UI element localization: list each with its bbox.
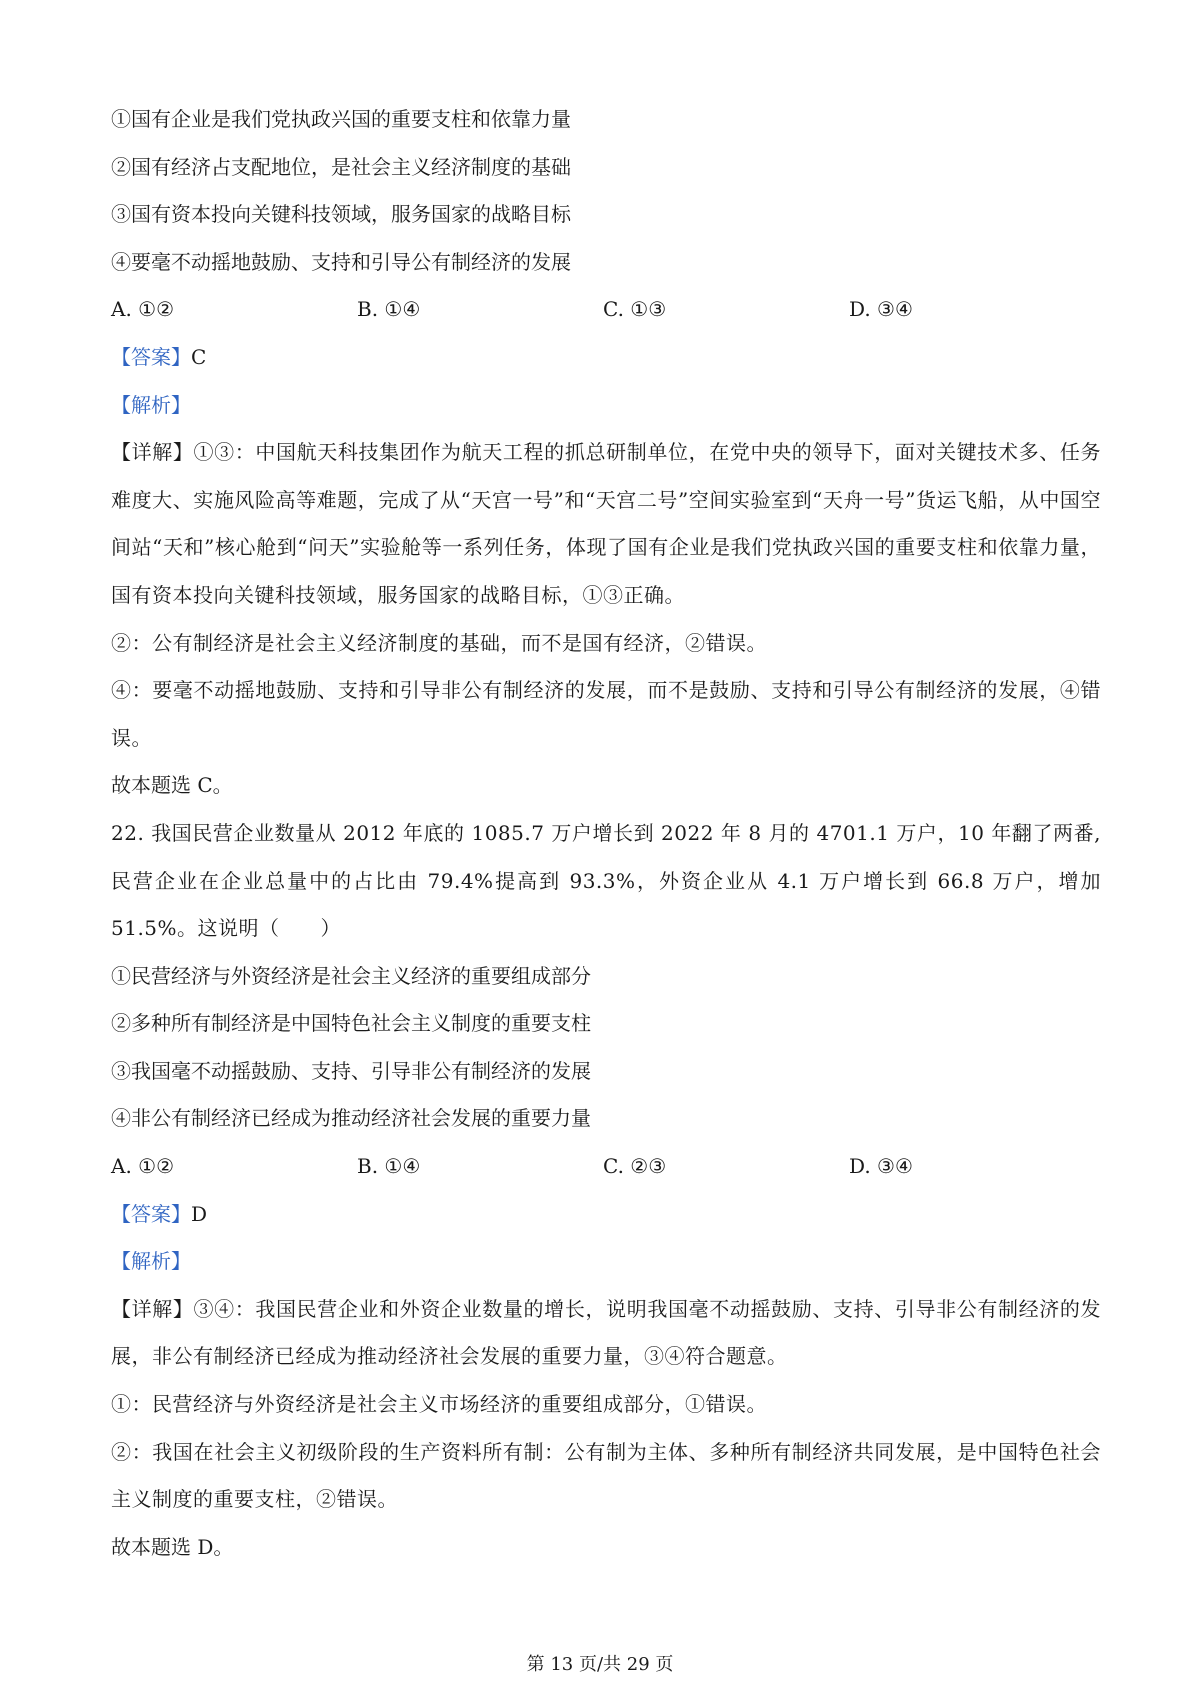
q22-statement-2: ②多种所有制经济是中国特色社会主义制度的重要支柱 <box>111 1011 591 1036</box>
q22-statement-1: ①民营经济与外资经济是社会主义经济的重要组成部分 <box>111 963 591 988</box>
q21-answer-value: C <box>191 344 207 369</box>
q22-option-d: D. ③④ <box>849 1154 913 1179</box>
q22-detail <box>111 1286 1101 1381</box>
q22-analysis <box>111 1238 1101 1286</box>
q21-explain-4: ④：要毫不动摇地鼓励、支持和引导非公有制经济的发展，而不是鼓励、支持和引导公有制经济的发展，④错误。 <box>111 678 1101 750</box>
q21-statement-2: ②国有经济占支配地位，是社会主义经济制度的基础 <box>111 154 571 179</box>
q22-detail-tag: 【详解】 <box>111 1296 194 1321</box>
q22-statement-4: ④非公有制经济已经成为推动经济社会发展的重要力量 <box>111 1106 591 1131</box>
q22-answer-tag: 【答案】 <box>111 1201 191 1226</box>
q21-analysis <box>111 382 1101 430</box>
q22-conclusion: 故本题选 D。 <box>111 1534 234 1559</box>
q22-option-c: C. ②③ <box>603 1154 667 1179</box>
page-footer: 第 13 页/共 29 页 <box>526 1654 674 1675</box>
q21-detail-tag: 【详解】 <box>111 440 194 465</box>
document-content <box>111 96 1101 1571</box>
q22-analysis-tag: 【解析】 <box>111 1249 191 1274</box>
q21-option-d: D. ③④ <box>849 297 913 322</box>
q22-option-b: B. ①④ <box>357 1154 421 1179</box>
q21-statement-4: ④要毫不动摇地鼓励、支持和引导公有制经济的发展 <box>111 249 571 274</box>
q21-explain-2: ②：公有制经济是社会主义经济制度的基础，而不是国有经济，②错误。 <box>111 630 767 655</box>
q21-analysis-tag: 【解析】 <box>111 392 191 417</box>
q21-statement-1: ①国有企业是我们党执政兴国的重要支柱和依靠力量 <box>111 107 571 131</box>
q22-answer <box>111 1191 1101 1239</box>
q22-stem: 22. 我国民营企业数量从 2012 年底的 1085.7 万户增长到 2022 年 8 月的 4701.1 万户，10 年翻了两番, 民营企业在企业总量中的占比由 79.4%提高到 93.3%，外资企业从 4.1 万户增长到 66.8 万户，增加 51.5%。这说明（ ） <box>111 820 1101 941</box>
q21-options <box>111 286 1101 334</box>
q22-statement-3: ③我国毫不动摇鼓励、支持、引导非公有制经济的发展 <box>111 1058 591 1083</box>
q21-option-b: B. ①④ <box>357 297 421 322</box>
q21-statement-3: ③国有资本投向关键科技领域，服务国家的战略目标 <box>111 202 571 227</box>
q21-answer-tag: 【答案】 <box>111 344 191 369</box>
q21-conclusion: 故本题选 C。 <box>111 773 233 798</box>
q21-option-c: C. ①③ <box>603 297 667 322</box>
q22-option-a: A. ①② <box>111 1154 175 1179</box>
q21-answer <box>111 334 1101 382</box>
q22-options <box>111 1143 1101 1191</box>
q21-option-a: A. ①② <box>111 297 175 322</box>
q22-detail-text: ③④：我国民营企业和外资企业数量的增长，说明我国毫不动摇鼓励、支持、引导非公有制经济的发展，非公有制经济已经成为推动经济社会发展的重要力量，③④符合题意。 <box>111 1296 1102 1369</box>
q21-detail-text: ①③：中国航天科技集团作为航天工程的抓总研制单位，在党中央的领导下，面对关键技术多、任务难度大、实施风险高等难题，完成了从“天宫一号”和“天宫二号”空间实验室到“天舟一号”货运飞船，从中国空间站“天和”核心舱到“问天”实验舱等一系列任务，体现了国有企业是我们党执政兴国的重要支柱和依靠力量，国有资本投向关键科技领域，服务国家的战略目标，①③正确。 <box>111 440 1102 607</box>
q22-explain-2: ②：我国在社会主义初级阶段的生产资料所有制：公有制为主体、多种所有制经济共同发展，是中国特色社会主义制度的重要支柱，②错误。 <box>111 1439 1101 1512</box>
q22-answer-value: D <box>191 1201 208 1226</box>
q21-detail <box>111 429 1101 619</box>
q22-explain-1: ①：民营经济与外资经济是社会主义市场经济的重要组成部分，①错误。 <box>111 1392 767 1417</box>
